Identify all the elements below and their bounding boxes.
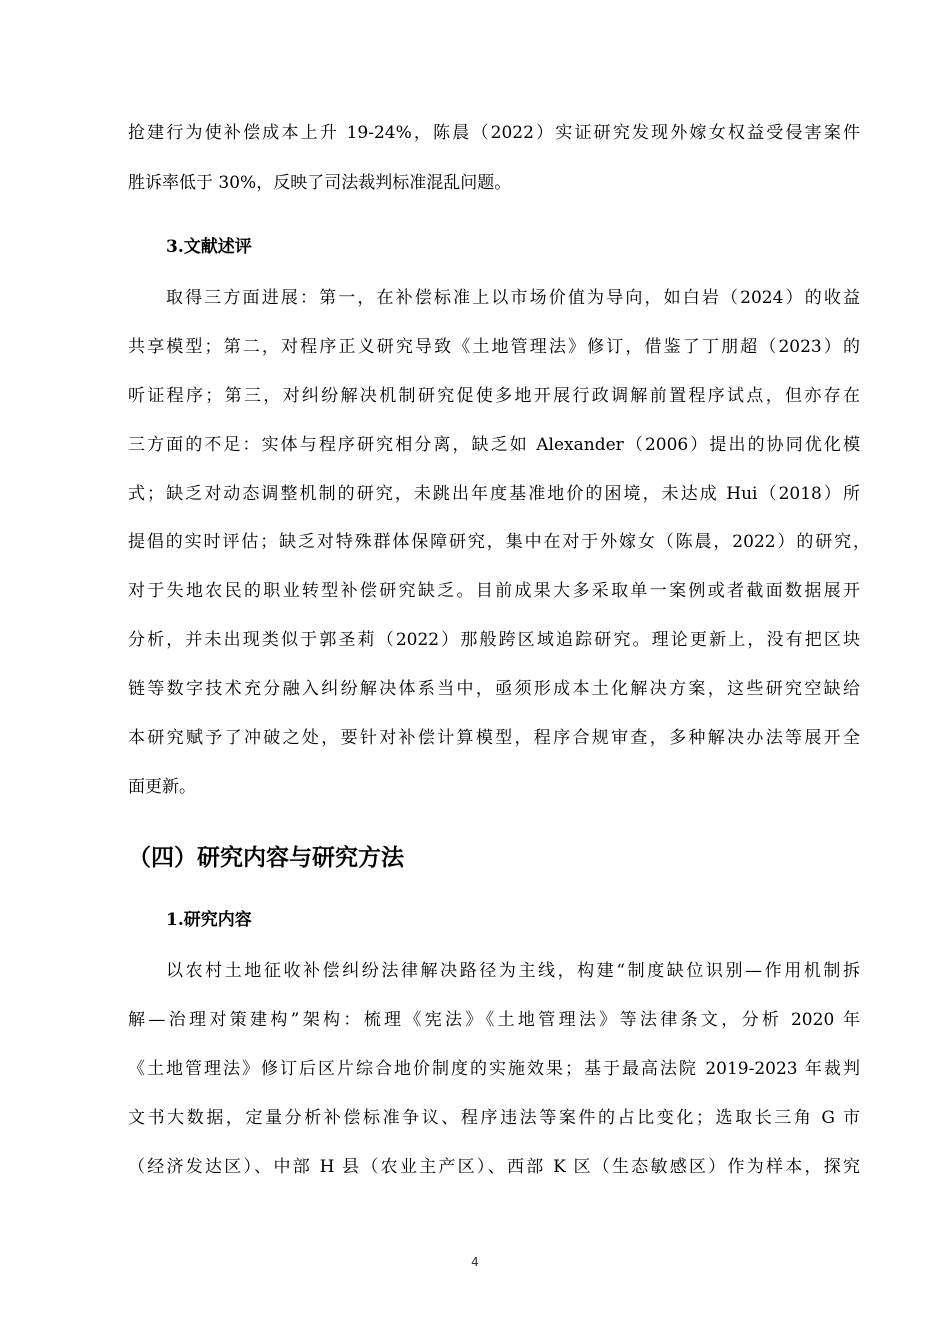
- paragraph-line: 以农村土地征收补偿纠纷法律解决路径为主线，构建“制度缺位识别—作用机制拆: [166, 961, 860, 981]
- paragraph-line: 提倡的实时评估；缺乏对特殊群体保障研究，集中在对于外嫁女（陈晨，2022）的研究，: [128, 532, 870, 552]
- paragraph-line: 《土地管理法》修订后区片综合地价制度的实施效果；基于最高法院 2019-2023 年裁判: [128, 1059, 860, 1079]
- paragraph-line: 链等数字技术充分融入纠纷解决体系当中，亟须形成本土化解决方案，这些研究空缺给: [128, 679, 860, 699]
- paragraph-line: 三方面的不足：实体与程序研究相分离，缺乏如 Alexander（2006）提出的协同优化模: [128, 435, 860, 455]
- section-heading: 3.文献述评: [166, 237, 252, 257]
- section-heading: 1.研究内容: [166, 910, 252, 930]
- paragraph-line: 文书大数据，定量分析补偿标准争议、程序违法等案件的占比变化；选取长三角 G 市: [128, 1108, 860, 1128]
- chapter-heading: （四）研究内容与研究方法: [128, 844, 404, 871]
- paragraph-line: 胜诉率低于 30%，反映了司法裁判标准混乱问题。: [128, 173, 512, 193]
- paragraph-line: 本研究赋予了冲破之处，要针对补偿计算模型，程序合规审查，多种解决办法等展开全: [128, 728, 860, 748]
- page-number: 4: [471, 1255, 479, 1269]
- paragraph-line: 式；缺乏对动态调整机制的研究，未跳出年度基准地价的困境，未达成 Hui（2018）所: [128, 484, 860, 504]
- paragraph-line: 取得三方面进展：第一，在补偿标准上以市场价值为导向，如白岩（2024）的收益: [166, 288, 860, 308]
- paragraph-line: 分析，并未出现类似于郭圣莉（2022）那般跨区域追踪研究。理论更新上，没有把区块: [128, 630, 860, 650]
- paragraph-line: 听证程序；第三，对纠纷解决机制研究促使多地开展行政调解前置程序试点，但亦存在: [128, 386, 860, 406]
- paragraph-line: 面更新。: [128, 777, 196, 797]
- paragraph-line: 对于失地农民的职业转型补偿研究缺乏。目前成果大多采取单一案例或者截面数据展开: [128, 581, 860, 601]
- paragraph-line: （经济发达区）、中部 H 县（农业主产区）、西部 K 区（生态敏感区）作为样本，探究: [128, 1157, 860, 1177]
- paragraph-line: 共享模型；第二，对程序正义研究导致《土地管理法》修订，借鉴了丁朋超（2023）的: [128, 337, 860, 357]
- paragraph-line: 抢建行为使补偿成本上升 19-24%，陈晨（2022）实证研究发现外嫁女权益受侵害案件: [128, 123, 860, 143]
- paragraph-line: 解—治理对策建构”架构：梳理《宪法》《土地管理法》等法律条文，分析 2020 年: [128, 1010, 860, 1030]
